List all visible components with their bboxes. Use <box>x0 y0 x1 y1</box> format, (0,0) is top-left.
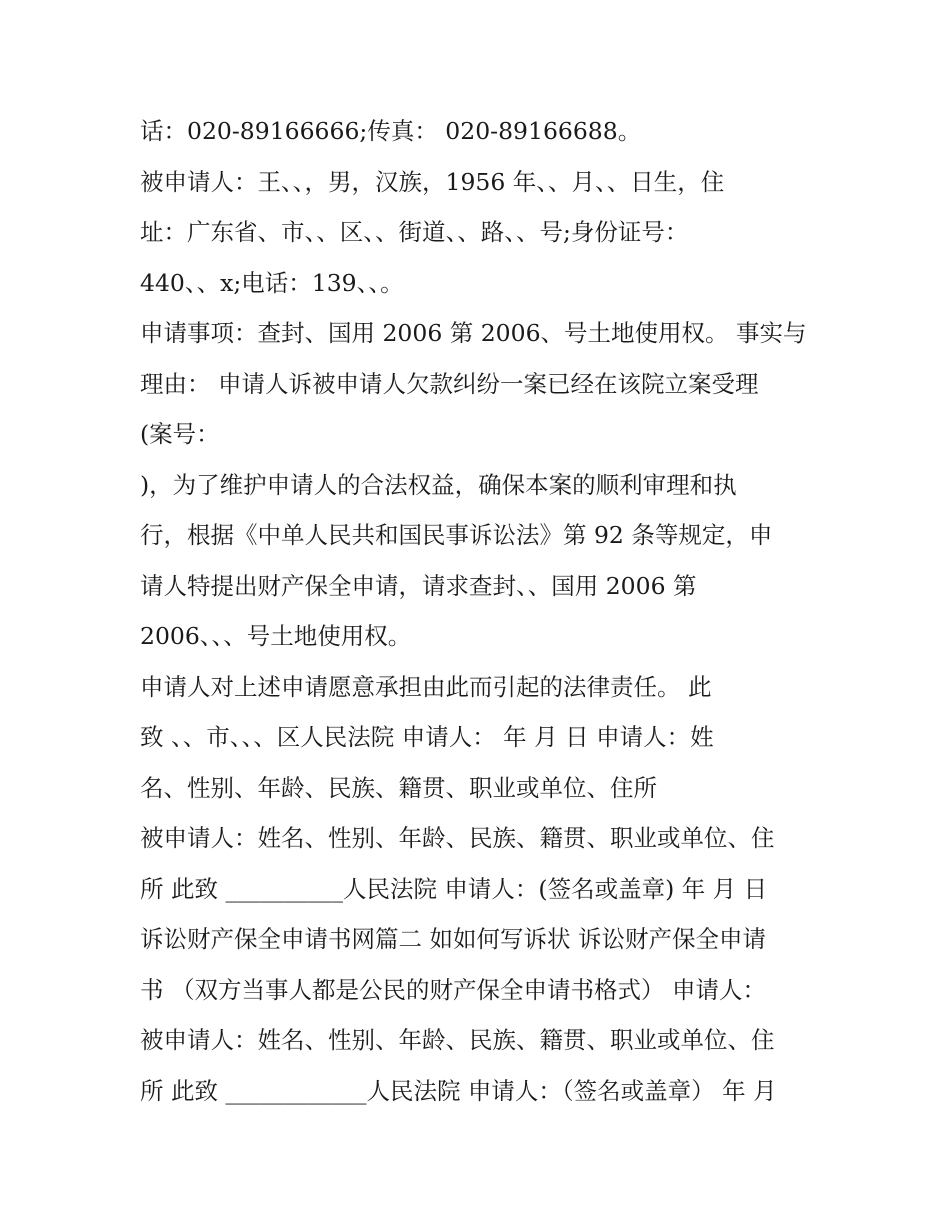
text-line: 话：020-89166666;传真： 020-89166688。 <box>140 117 642 145</box>
text-line: 440、、x;电话：139、、。 <box>140 268 404 297</box>
text-line: 所 此致 ____________人民法院 申请人：（签名或盖章） 年 月 <box>140 1076 777 1105</box>
text-line: 行，根据《中单人民共和国民事诉讼法》第 92 条等规定，申 <box>140 521 773 549</box>
text-line: 申请人对上述申请愿意承担由此而引起的法律责任。 此 <box>140 672 712 701</box>
text-line: 致 、、市、、、区人民法院 申请人： 年 月 日 申请人：姓 <box>140 723 714 751</box>
text-line: 2006、、、号土地使用权。 <box>140 622 412 650</box>
text-line: 诉讼财产保全申请书网篇二 如如何写诉状 诉讼财产保全申请 <box>140 925 766 953</box>
text-line: 所 此致 __________人民法院 申请人：(签名或盖章) 年 月 日 <box>140 874 768 903</box>
text-line: 被申请人：王、、，男，汉族，1956 年、、月、、日生，住 <box>140 167 725 196</box>
text-line: )，为了维护申请人的合法权益，确保本案的顺利审理和执 <box>140 470 737 499</box>
text-line: 被申请人：姓名、性别、年龄、民族、籍贯、职业或单位、住 <box>140 1026 775 1054</box>
text-line: 址：广东省、市、、区、、街道、、路、、号;身份证号： <box>140 218 689 246</box>
text-line: 被申请人：姓名、性别、年龄、民族、籍贯、职业或单位、住 <box>140 824 775 852</box>
document-body <box>140 106 820 1116</box>
text-line: 名、性别、年龄、民族、籍贯、职业或单位、住所 <box>140 773 657 802</box>
text-line: (案号： <box>140 420 220 448</box>
text-line: 申请事项：查封、国用 2006 第 2006、号土地使用权。 事实与 <box>140 319 807 347</box>
text-line: 书 （双方当事人都是公民的财产保全申请书格式） 申请人： <box>140 975 766 1004</box>
text-line: 理由： 申请人诉被申请人欠款纠纷一案已经在该院立案受理 <box>140 369 759 398</box>
text-line: 请人特提出财产保全申请，请求查封、、国用 2006 第 <box>140 571 697 600</box>
